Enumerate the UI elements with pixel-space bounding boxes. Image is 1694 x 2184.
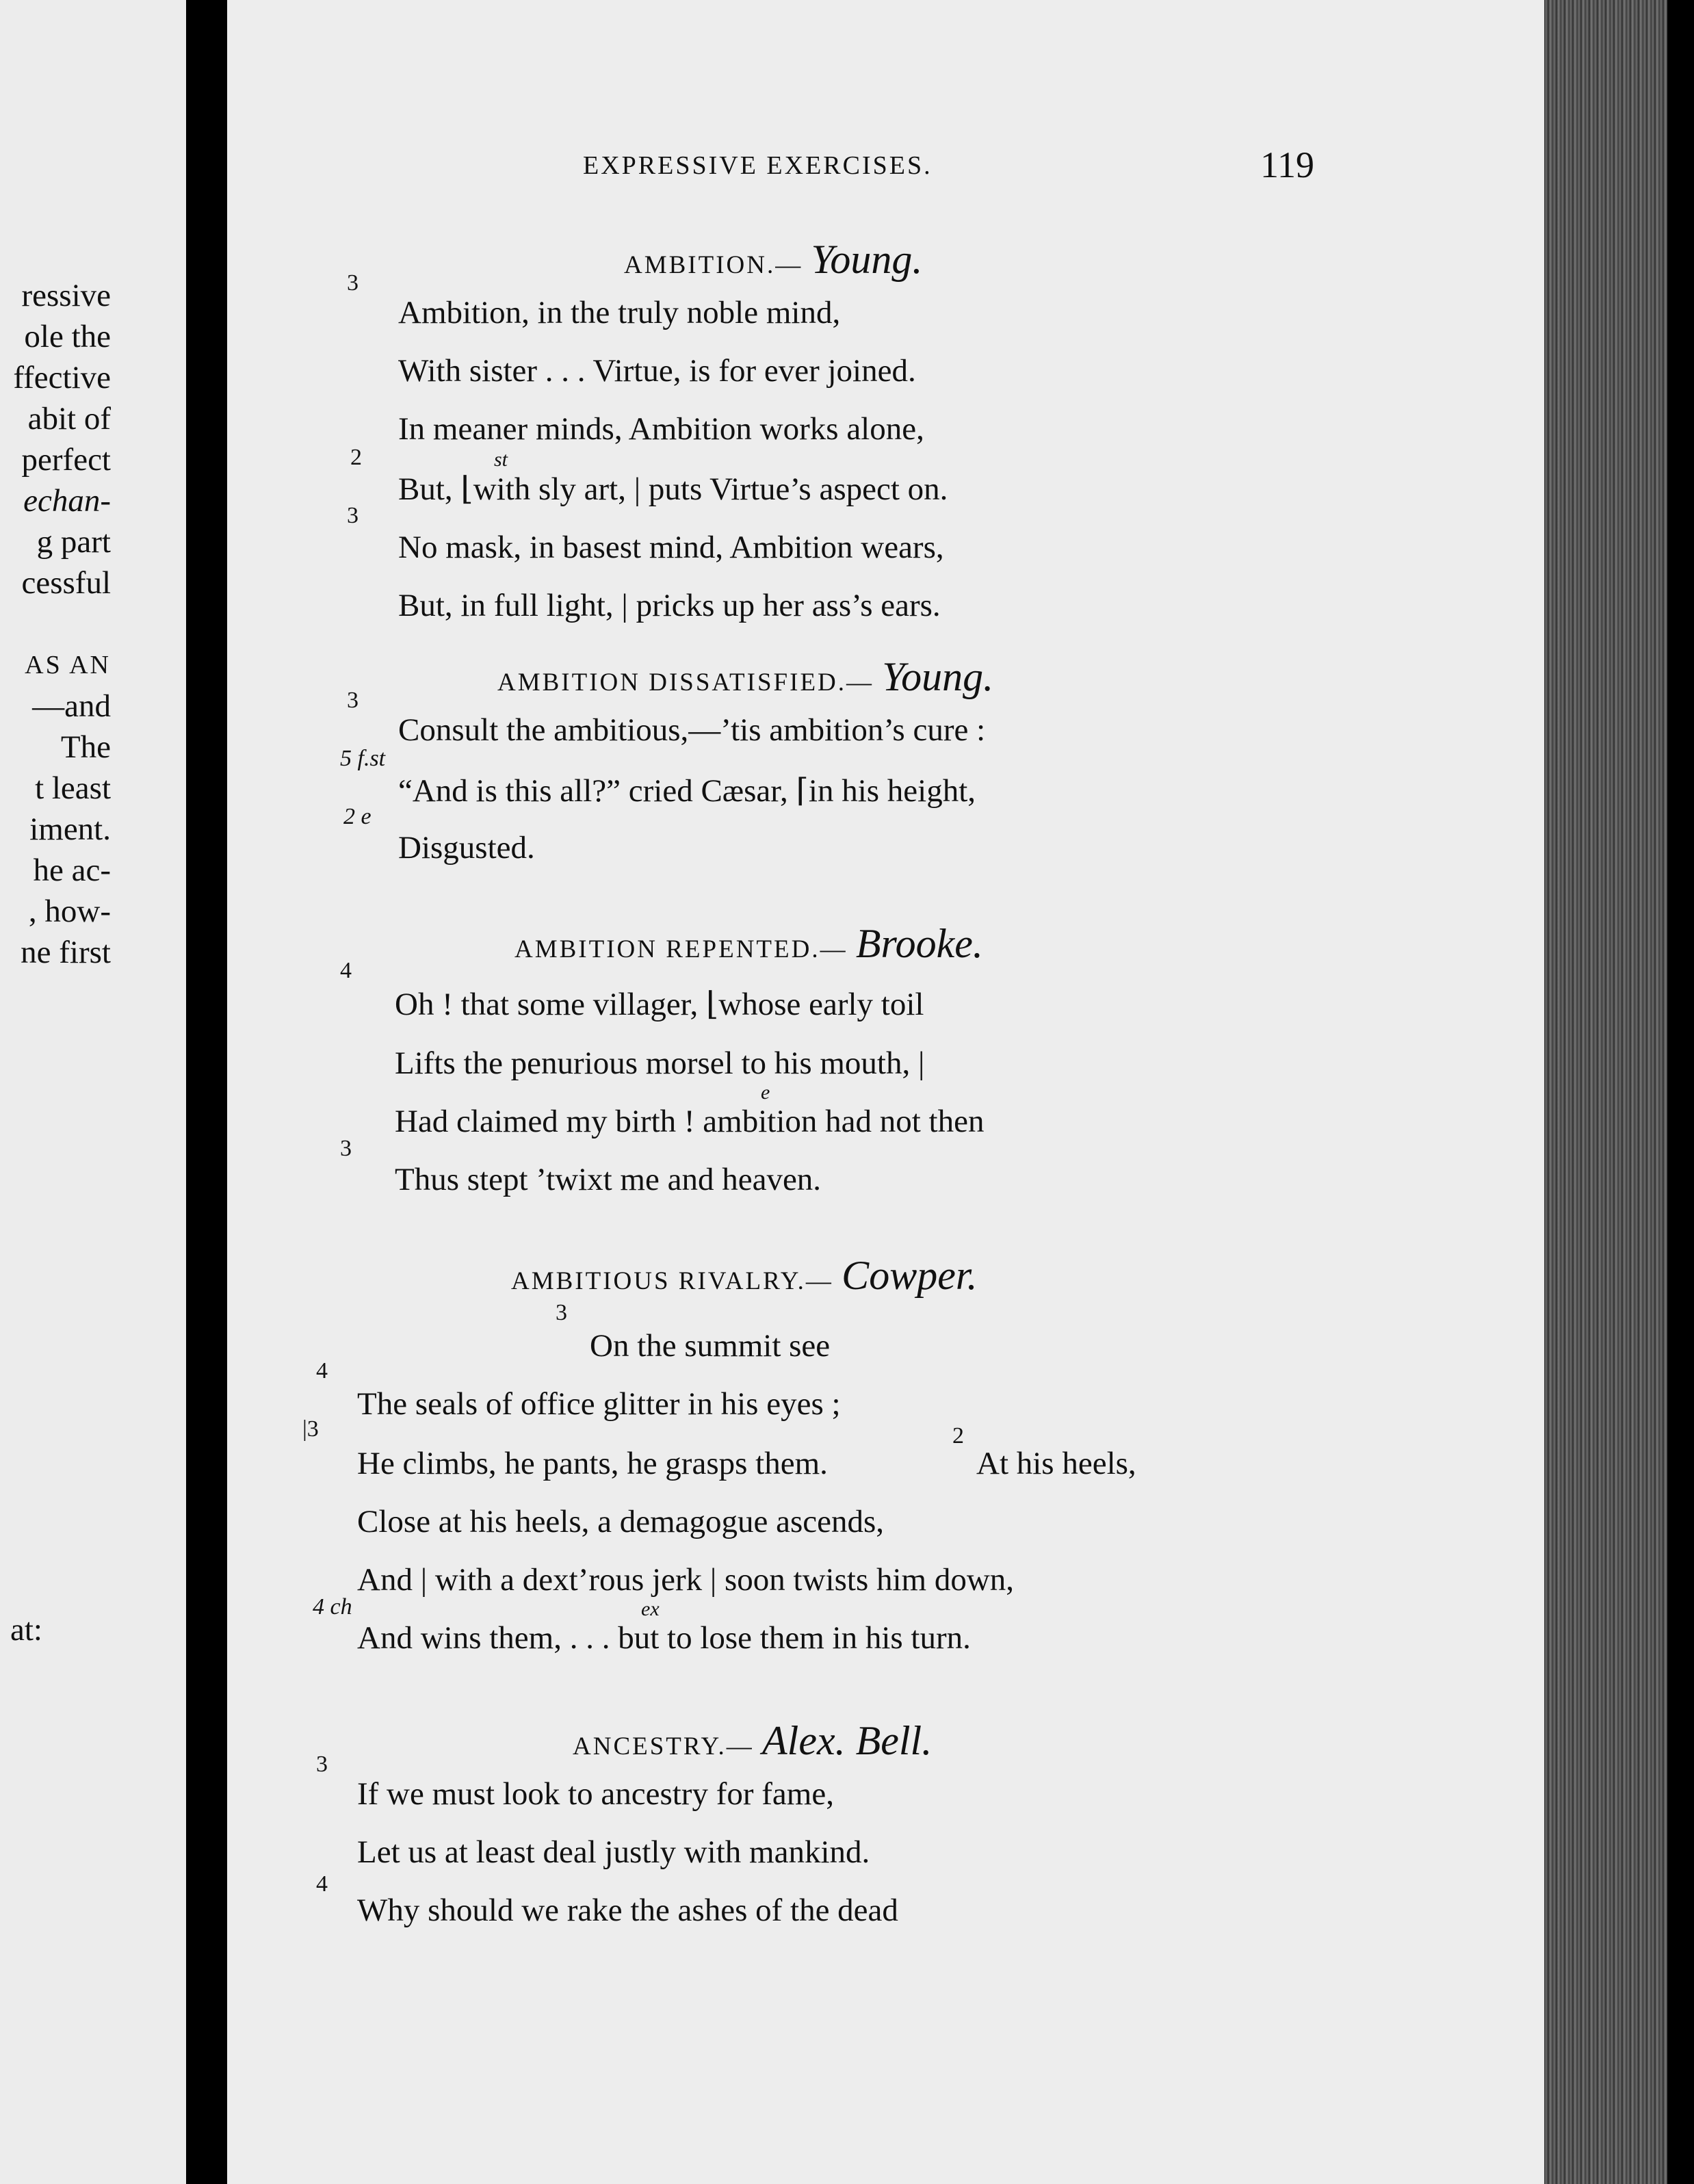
page-number: 119 xyxy=(1260,144,1314,185)
section-title xyxy=(514,920,983,967)
left-page-line: at: xyxy=(10,1612,42,1648)
margin-number: 3 xyxy=(316,1752,328,1777)
left-page-line: —and xyxy=(32,688,111,724)
left-page-line: , how- xyxy=(28,894,111,929)
section-title-text: AMBITION.— xyxy=(624,251,803,279)
margin-number: 4 ch xyxy=(313,1594,352,1620)
section-author: Brooke. xyxy=(855,921,983,966)
margin-number: 2 xyxy=(952,1423,964,1448)
verse-line: He climbs, he pants, he grasps them. xyxy=(357,1446,828,1481)
verse-line: Why should we rake the ashes of the dead xyxy=(357,1893,898,1928)
section-title-text: AMBITION DISSATISFIED.— xyxy=(497,668,874,697)
verse-line: On the summit see xyxy=(590,1328,831,1364)
left-page-line: iment. xyxy=(29,811,111,847)
margin-number: 4 xyxy=(316,1358,328,1383)
verse-line: Close at his heels, a demagogue ascends, xyxy=(357,1504,885,1539)
margin-number: |3 xyxy=(302,1416,319,1442)
scan-border xyxy=(1667,0,1694,2184)
margin-number: 4 xyxy=(316,1871,328,1897)
left-page-line: abit of xyxy=(27,401,111,437)
section-title xyxy=(511,1252,978,1299)
left-page-line: cessful xyxy=(21,565,111,601)
margin-number: 3 xyxy=(347,503,359,528)
verse-line: The seals of office glitter in his eyes ; xyxy=(357,1386,841,1422)
verse-line: Had claimed my birth ! ambition had not then xyxy=(395,1104,985,1139)
margin-number: 5 f.st xyxy=(340,746,386,771)
margin-number: 2 e xyxy=(343,804,372,829)
left-page-line: perfect xyxy=(21,442,111,478)
book-gutter xyxy=(186,0,227,2184)
verse-line: Thus stept ’twixt me and heaven. xyxy=(395,1162,822,1197)
left-page-line: he ac- xyxy=(33,853,111,888)
section-title-text: AMBITION REPENTED.— xyxy=(514,935,848,963)
verse-line: Lifts the penurious morsel to his mouth, | xyxy=(395,1045,925,1081)
left-page-line: ne first xyxy=(21,935,111,970)
verse-line: Ambition, in the truly noble mind, xyxy=(398,295,841,330)
verse-line: With sister . . . Virtue, is for ever joined. xyxy=(398,353,916,389)
verse-line: But, ⌊with sly art, | puts Virtue’s aspect on. xyxy=(398,471,948,507)
margin-number: 2 xyxy=(350,445,362,470)
section-author: Cowper. xyxy=(842,1253,978,1298)
left-page-line: echan- xyxy=(23,483,111,519)
section-title xyxy=(497,653,993,701)
left-page-line: ole the xyxy=(24,319,111,354)
section-author: Young. xyxy=(811,237,923,282)
left-page-line: The xyxy=(60,729,111,765)
section-title xyxy=(573,1717,932,1765)
left-page-line: g part xyxy=(36,524,111,560)
inflection-mark: st xyxy=(494,448,508,471)
section-title-text: AMBITIOUS RIVALRY.— xyxy=(511,1267,833,1295)
verse-line: Oh ! that some villager, ⌊whose early toil xyxy=(395,987,924,1022)
verse-line: If we must look to ancestry for fame, xyxy=(357,1776,834,1812)
margin-number: 3 xyxy=(556,1300,567,1325)
margin-number: 4 xyxy=(340,958,352,983)
left-page-line: t least xyxy=(35,770,111,806)
verse-line: At his heels, xyxy=(976,1446,1136,1481)
running-head: EXPRESSIVE EXERCISES. xyxy=(583,151,933,180)
inflection-mark: e xyxy=(761,1081,770,1104)
left-page-line: ressive xyxy=(21,278,111,313)
page-edges xyxy=(1544,0,1667,2184)
verse-line: In meaner minds, Ambition works alone, xyxy=(398,411,924,447)
verse-line: Consult the ambitious,—’tis ambition’s cure : xyxy=(398,712,986,748)
margin-number: 3 xyxy=(347,688,359,713)
left-facing-page xyxy=(0,0,186,2184)
verse-line: And wins them, . . . but to lose them in his turn. xyxy=(357,1620,971,1656)
left-page-line: AS AN xyxy=(25,651,111,679)
inflection-mark: ex xyxy=(641,1598,660,1620)
verse-line: But, in full light, | pricks up her ass’s ears. xyxy=(398,588,941,623)
margin-number: 3 xyxy=(347,270,359,296)
verse-line: Let us at least deal justly with mankind. xyxy=(357,1834,870,1870)
section-author: Young. xyxy=(882,654,994,699)
section-title-text: ANCESTRY.— xyxy=(573,1732,754,1760)
verse-line: “And is this all?” cried Cæsar, ⌈in his height, xyxy=(398,773,976,809)
section-title xyxy=(624,236,922,283)
book-page xyxy=(227,0,1544,2184)
verse-line: No mask, in basest mind, Ambition wears, xyxy=(398,530,944,565)
left-page-line: ffective xyxy=(13,360,111,395)
margin-number: 3 xyxy=(340,1136,352,1161)
verse-line: And | with a dext’rous jerk | soon twists him down, xyxy=(357,1562,1015,1598)
section-author: Alex. Bell. xyxy=(762,1718,933,1763)
verse-line: Disgusted. xyxy=(398,830,535,866)
